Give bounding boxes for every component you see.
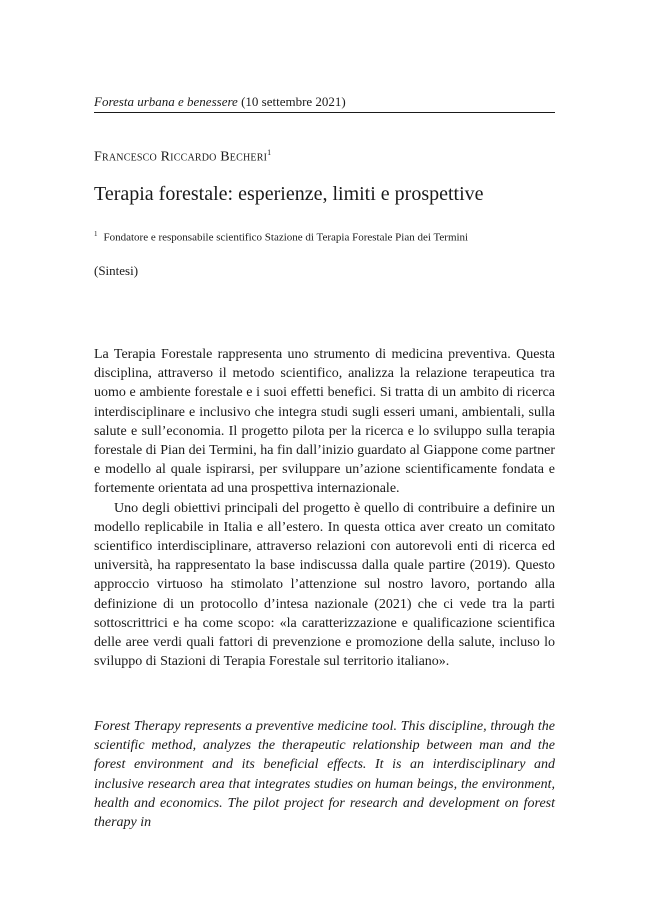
english-abstract	[94, 717, 555, 832]
author-name	[94, 148, 555, 166]
footnote-marker: 1	[94, 230, 98, 238]
affiliation-footnote	[94, 227, 555, 245]
journal-date: (10 settembre 2021)	[241, 94, 346, 109]
italian-paragraph-1: La Terapia Forestale rappresenta uno strumento di medicina preventiva. Questa disciplina, attraverso il metodo scientifico, analizza la relazione terapeutica tra uomo e ambiente forestale e i suoi effetti benefici. Si tratta di un ambito di ricerca interdisciplinare e inclusivo che integra studi sugli esseri umani, ambientali, sulla salute e sull’economia. Il progetto pilota per la ricerca e lo sviluppo sulla terapia forestale di Pian dei Termini, ha fin dall’inizio guardato al Giappone come partner e modello al quale ispirarsi, per sviluppare un’azione scientificamente fondata e fortemente orientata ad una prospettiva internazionale.	[94, 347, 555, 497]
footnote-text: Fondatore e responsabile scientifico Stazione di Terapia Forestale Pian dei Termini	[103, 231, 469, 244]
english-paragraph-1: Forest Therapy represents a preventive medicine tool. This discipline, through the scientific method, analyzes the therapeutic relationship between man and the forest environment and its beneficial effects. It is an interdisciplinary and inclusive research area that integrates studies on human beings, the environment, health and economics. The pilot project for research and development on forest therapy in	[94, 719, 555, 831]
running-header	[94, 94, 555, 113]
abstract-label: (Sintesi)	[94, 263, 139, 278]
article-title: Terapia forestale: esperienze, limiti e prospettive	[94, 183, 484, 205]
author-name-text: Francesco Riccardo Becheri	[94, 149, 268, 165]
italian-abstract	[94, 345, 555, 671]
author-footnote-marker: 1	[267, 148, 272, 157]
italian-paragraph-2: Uno degli obiettivi principali del progetto è quello di contribuire a definire un modello replicabile in Italia e all’estero. In questa ottica aver creato un comitato scientifico interdisciplinare, attraverso relazioni con autorevoli enti di ricerca ed università, ha rappresentato la base indiscussa dalla quale partire (2019). Questo approccio virtuoso ha stimolato l’attenzione sul nostro lavoro, portando alla definizione di un protocollo d’intesa nazionale (2021) che ci vede tra la parti sottoscrittrici e ha come scopo: «la caratterizzazione e qualificazione scientifica delle aree verdi quali fattori di prevenzione e promozione della salute, incluso lo sviluppo di Stazioni di Terapia Forestale sul territorio italiano».	[94, 500, 555, 670]
journal-title: Foresta urbana e benessere	[94, 94, 238, 109]
